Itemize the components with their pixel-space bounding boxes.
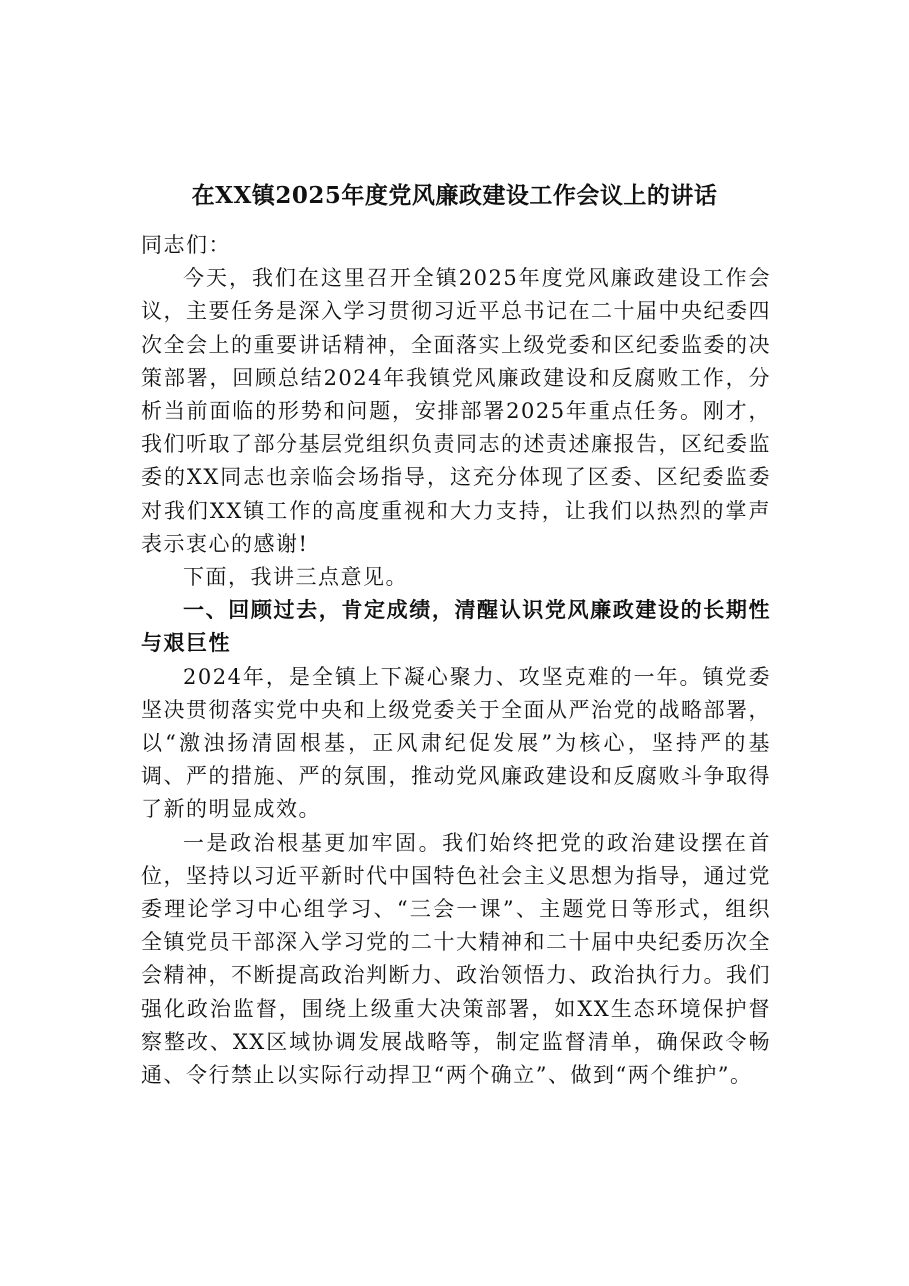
paragraph-section-summary: 2024年，是全镇上下凝心聚力、攻坚克难的一年。镇党委坚决贯彻落实党中央和上级党委关于全面从严治党的战略部署，以“激浊扬清固根基，正风肃纪促发展”为核心，坚持严的基调、严的措施、严的氛围，推动党风廉政建设和反腐败斗争取得了新的明显成效。 [141,664,771,822]
paragraph-point-one: 一是政治根基更加牢固。我们始终把党的政治建设摆在首位，坚持以习近平新时代中国特色社会主义思想为指导，通过党委理论学习中心组学习、“三会一课”、主题党日等形式，组织全镇党员干部深入学习党的二十大精神和二十届中央纪委历次全会精神，不断提高政治判断力、政治领悟力、政治执行力。我们强化政治监督，围绕上级重大决策部署，如XX生态环境保护督察整改、XX区域协调发展战略等，制定监督清单，确保政令畅通、令行禁止以实际行动捍卫“两个确立”、做到“两个维护”。 [141,830,771,1088]
document-body [141,229,771,1092]
section-heading: 一、回顾过去，肯定成绩，清醒认识党风廉政建设的长期性与艰巨性 [141,598,771,656]
salutation: 同志们： [141,233,231,257]
document-title: 在XX镇2025年度党风廉政建设工作会议上的讲话 [191,182,718,209]
paragraph-intro: 下面，我讲三点意见。 [183,565,408,590]
paragraph-opening: 今天，我们在这里召开全镇2025年度党风廉政建设工作会议，主要任务是深入学习贯彻习近平总书记在二十届中央纪委四次全会上的重要讲话精神，全面落实上级党委和区纪委监委的决策部署，回顾总结2024年我镇党风廉政建设和反腐败工作，分析当前面临的形势和问题，安排部署2025年重点任务。刚才，我们听取了部分基层党组织负责同志的述责述廉报告，区纪委监委的XX同志也亲临会场指导，这充分体现了区委、区纪委监委对我们XX镇工作的高度重视和大力支持，让我们以热烈的掌声表示衷心的感谢! [141,266,771,556]
